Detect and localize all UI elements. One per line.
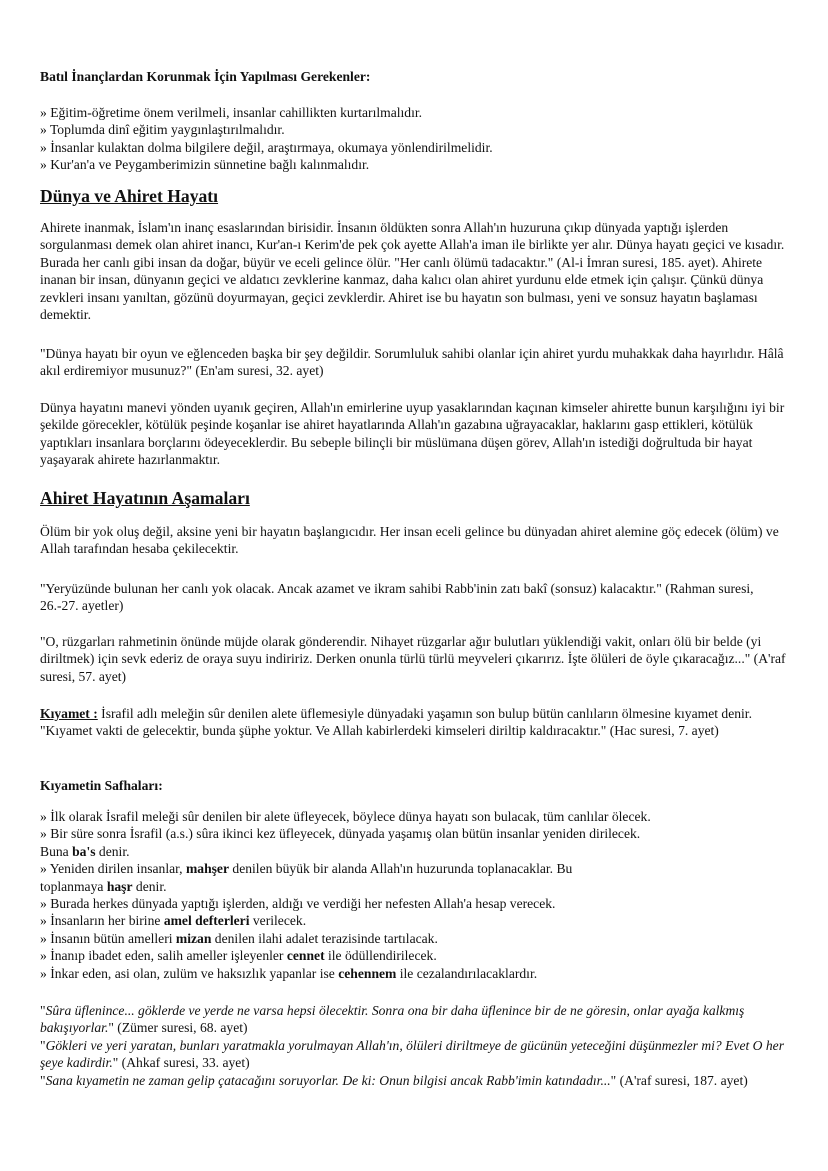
section-heading-ahiret-asamalari: Ahiret Hayatının Aşamaları [40, 488, 250, 508]
list-item-continuation: toplanmaya haşr denir. [40, 878, 167, 894]
section-heading-batil: Batıl İnançlardan Korunmak İçin Yapılması Gerekenler: [40, 69, 371, 84]
list-item: » Kur'an'a ve Peygamberimizin sünnetine bağlı kalınmalıdır. [40, 157, 370, 173]
keyword-cennet: cennet [286, 948, 325, 964]
paragraph-kiyamet [40, 705, 792, 740]
list-item: » İnsanlar kulaktan dolma bilgilere değil, araştırmaya, okumaya yönlendirilmelidir. [40, 139, 493, 155]
keyword-mahser: mahşer [185, 861, 229, 877]
paragraph-enam-quote: "Dünya hayatı bir oyun ve eğlenceden başka bir şey değildir. Sorumluluk sahibi olanlar için ahiret yurdu muhakkak daha hayırlıdır. Hâlâ akıl erdiremiyor musunuz?" (En'am suresi, 32. ayet) [40, 346, 784, 379]
paragraph-dunya-hayatini: Dünya hayatını manevi yönden uyanık geçiren, Allah'ın emirlerine uyup yasaklarından kaçınan kimseler ahirette bunun karşılığını iyi bir şekilde görecekler, kötülük peşinde koşanlar ise ahiret hayatlarında Allah'ın gazabına uğrayacaklar, haklarını gasp ettikleri, kötülük yaptıkları insanlara borçlarını ödeyeceklerdir. Bu sebeple bilinçli bir müslümana düşen görev, Allah'ın istediği doğrultuda bir hayat yaşayarak ahirete hazırlanmaktır. [40, 400, 785, 468]
list-item: » Burada herkes dünyada yaptığı işlerden, aldığı ve verdiği her nefesten Allah'a hesap verecek. [40, 896, 556, 912]
keyword-amel-defterleri: amel defterleri [163, 913, 250, 929]
section-heading-kiyamet-safhalari: Kıyametin Safhaları: [40, 778, 163, 793]
paragraph-ahirete-inanmak: Ahirete inanmak, İslam'ın inanç esaslarından birisidir. İnsanın öldükten sonra Allah'ın huzuruna çıkıp dünyada yaptığı işlerden sorgulanması demek olan ahiret inancı, Kur'an-ı Kerim'de pek çok ayette Allah'a iman ile birlikte yer alır. Dünya hayatı geçici ve kısadır. Burada her canlı gibi insan da doğar, büyür ve eceli gelince ölür. "Her canlı ölümü tadacaktır." (Al-i İmran suresi, 185. ayet). Ahirete inanan bir insan, dünyanın geçici ve aldatıcı zevklerine kanmaz, daha kalıcı olan ahiret yurdunu elde etmek için çalışır. Çünkü dünya zevkleri insanı yanıltan, gözünü doyurmayan, geçici zevklerdir. Ahiret ise bu hayatın son bulması, yeni ve sonsuz hayatın başlaması demektir. [40, 220, 785, 323]
list-item: » Yeniden dirilen insanlar, mahşer denilen büyük bir alanda Allah'ın huzurunda toplanacaklar. Bu [40, 861, 573, 877]
section-heading-dunya-ahiret: Dünya ve Ahiret Hayatı [40, 186, 219, 206]
list-item: » İnsanın bütün amelleri mizan denilen ilahi adalet terazisinde tartılacak. [40, 930, 438, 946]
kiyamet-text: İsrafil adlı meleğin sûr denilen alete üflemesiyle dünyadaki yaşamın son bulup bütün canlıların ölmesine kıyamet denir. "Kıyamet vakti de gelecektir, bunda şüphe yoktur. Ve Allah kabirlerdeki kimseleri diriltip kaldıracaktır." (Hac suresi, 7. ayet) [40, 706, 752, 739]
list-item: » İnsanların her birine amel defterleri verilecek. [40, 913, 307, 929]
list-item: » İnanıp ibadet eden, salih ameller işleyenler cennet ile ödüllendirilecek. [40, 948, 437, 964]
quote-araf-187: "Sana kıyametin ne zaman gelip çatacağını soruyorlar. De ki: Onun bilgisi ancak Rabb'imin katındadır..." (A'raf suresi, 187. ayet) [40, 1072, 748, 1088]
kiyamet-label: Kıyamet : [40, 706, 98, 721]
quote-ahkaf: "Gökleri ve yeri yaratan, bunları yaratmakla yorulmayan Allah'ın, ölüleri diriltmeye de gücünün yeteceğini düşünmezler mi? Evet O her şeye kadirdir." (Ahkaf suresi, 33. ayet) [40, 1037, 785, 1071]
quotes-block [40, 1002, 792, 1089]
paragraph-olum: Ölüm bir yok oluş değil, aksine yeni bir hayatın başlangıcıdır. Her insan eceli gelince bu dünyadan ahiret alemine göç edecek (ölüm) ve Allah tarafından hesaba çekilecektir. [40, 524, 779, 557]
list-item-continuation: Buna ba's denir. [40, 843, 130, 859]
batil-list [40, 104, 792, 174]
list-item: » Bir süre sonra İsrafil (a.s.) sûra ikinci kez üfleyecek, dünyada yaşamış olan bütün insanlar yeniden dirilecek. [40, 826, 641, 842]
list-item: » İlk olarak İsrafil meleği sûr denilen bir alete üfleyecek, böylece dünya hayatı son bulacak, tüm canlılar ölecek. [40, 809, 651, 824]
list-item: » İnkar eden, asi olan, zulüm ve haksızlık yapanlar ise cehennem ile cezalandırılacaklardır. [40, 965, 538, 981]
keyword-bas: ba's [72, 843, 96, 859]
paragraph-araf-quote: "O, rüzgarları rahmetinin önünde müjde olarak gönderendir. Nihayet rüzgarlar ağır bulutları yüklendiği vakit, onları ölü bir belde (yi diriltmek) için sevk ederiz de oraya suyu indiririz. Derken onunla türlü türlü meyveleri çıkarırız. İşte ölüleri de öyle çıkaracağız..." (A'raf suresi, 57. ayet) [40, 634, 786, 684]
keyword-hasr: haşr [106, 878, 133, 894]
quote-zumer: "Sûra üflenince... göklerde ve yerde ne varsa hepsi ölecektir. Sonra ona bir daha üflenince bir de ne göresin, onlar ayağa kalkmış bakışıyorlar." (Zümer suresi, 68. ayet) [40, 1003, 745, 1036]
keyword-cehennem: cehennem [338, 965, 397, 981]
safhalar-list [40, 808, 792, 982]
keyword-mizan: mizan [175, 930, 212, 946]
list-item: » Toplumda dinî eğitim yaygınlaştırılmalıdır. [40, 122, 285, 138]
paragraph-rahman-quote: "Yeryüzünde bulunan her canlı yok olacak. Ancak azamet ve ikram sahibi Rabb'inin zatı bakî (sonsuz) kalacaktır." (Rahman suresi, 26.-27. ayetler) [40, 581, 754, 614]
list-item: » Eğitim-öğretime önem verilmeli, insanlar cahillikten kurtarılmalıdır. [40, 105, 423, 120]
